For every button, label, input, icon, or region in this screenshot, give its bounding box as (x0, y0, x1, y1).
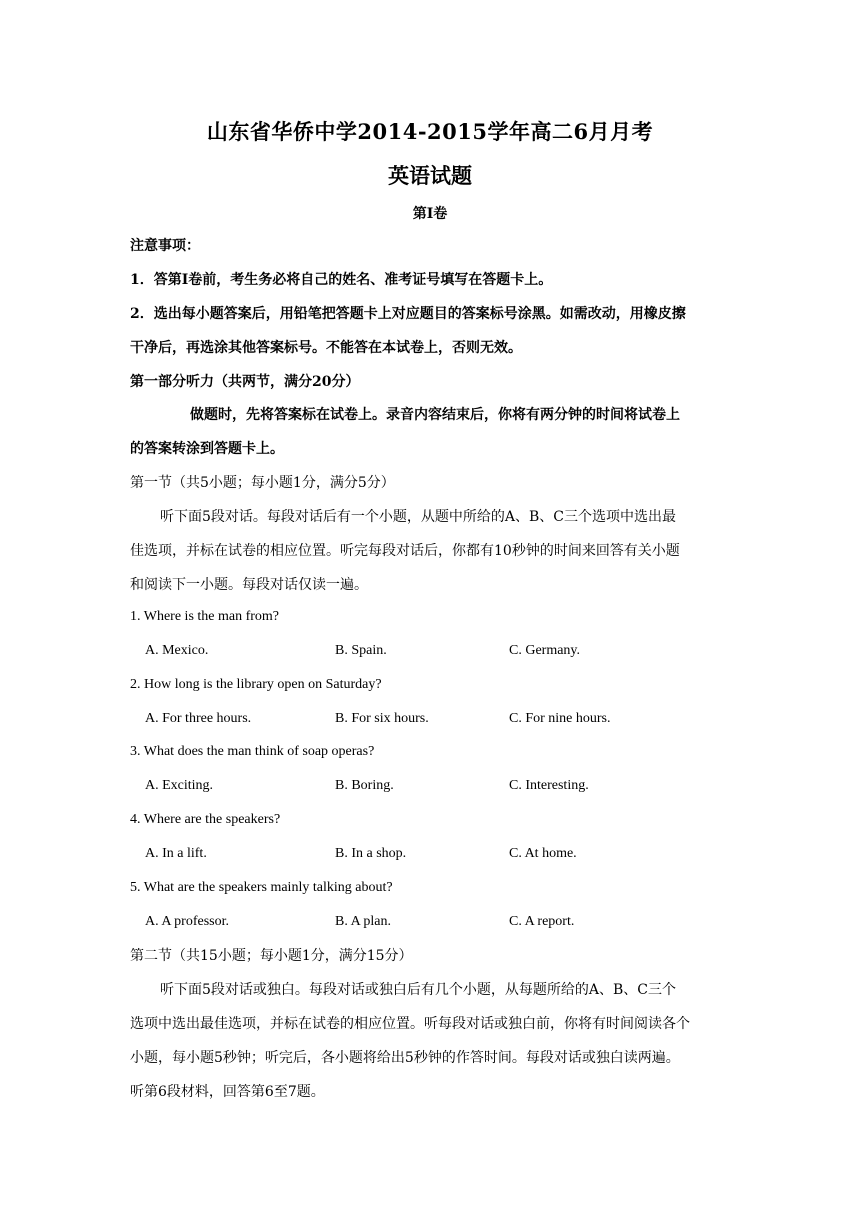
volume-label: 第I卷 (412, 206, 448, 222)
question-1-option-b: B. Spain. (335, 643, 387, 658)
exam-title: 山东省华侨中学2014-2015学年高二6月月考 (206, 119, 654, 144)
notice-heading: 注意事项： (130, 238, 200, 254)
part1-heading: 第一部分听力（共两节，满分20分） (130, 374, 360, 390)
section2-heading: 第二节（共15小题；每小题1分，满分15分） (130, 948, 413, 964)
section1-instruction-line-3: 和阅读下一小题。每段对话仅读一遍。 (130, 577, 368, 593)
question-1: 1. Where is the man from? (130, 609, 280, 624)
question-3-option-b: B. Boring. (335, 778, 394, 793)
notice-item-1: 1．答第I卷前，考生务必将自己的姓名、准考证号填写在答题卡上。 (130, 272, 553, 288)
section2-instruction-line-4: 听第6段材料，回答第6至7题。 (130, 1084, 325, 1100)
question-5-option-a: A. A professor. (145, 914, 229, 929)
section2-instruction-line-2: 选项中选出最佳选项，并标在试卷的相应位置。听每段对话或独白前，你将有时间阅读各个 (130, 1016, 690, 1032)
exam-subtitle: 英语试题 (388, 163, 472, 188)
section1-instruction-line-1: 听下面5段对话。每段对话后有一个小题，从题中所给的A、B、C三个选项中选出最 (160, 509, 677, 525)
part1-instruction-line-1: 做题时，先将答案标在试卷上。录音内容结束后，你将有两分钟的时间将试卷上 (190, 407, 680, 423)
section1-heading: 第一节（共5小题；每小题1分，满分5分） (130, 475, 395, 491)
question-2-option-b: B. For six hours. (335, 711, 429, 726)
question-1-option-a: A. Mexico. (145, 643, 209, 658)
question-5-option-b: B. A plan. (335, 914, 392, 929)
question-5: 5. What are the speakers mainly talking about? (130, 880, 393, 895)
question-3-option-c: C. Interesting. (509, 778, 589, 793)
question-5-option-c: C. A report. (509, 914, 575, 929)
question-3-option-a: A. Exciting. (145, 778, 214, 793)
question-2-option-c: C. For nine hours. (509, 711, 611, 726)
question-4: 4. Where are the speakers? (130, 812, 281, 827)
notice-item-2-line-2: 干净后，再选涂其他答案标号。不能答在本试卷上，否则无效。 (130, 340, 522, 356)
question-4-option-c: C. At home. (509, 846, 577, 861)
question-4-option-b: B. In a shop. (335, 846, 407, 861)
section1-instruction-line-2: 佳选项，并标在试卷的相应位置。听完每段对话后，你都有10秒钟的时间来回答有关小题 (130, 543, 680, 559)
question-2-option-a: A. For three hours. (145, 711, 252, 726)
notice-item-2-line-1: 2．选出每小题答案后，用铅笔把答题卡上对应题目的答案标号涂黑。如需改动，用橡皮擦 (130, 306, 686, 322)
question-2: 2. How long is the library open on Saturday? (130, 677, 382, 692)
part1-instruction-line-2: 的答案转涂到答题卡上。 (130, 441, 284, 457)
question-1-option-c: C. Germany. (509, 643, 581, 658)
section2-instruction-line-1: 听下面5段对话或独白。每段对话或独白后有几个小题，从每题所给的A、B、C三个 (160, 982, 677, 998)
section2-instruction-line-3: 小题，每小题5秒钟；听完后，各小题将给出5秒钟的作答时间。每段对话或独白读两遍。 (130, 1050, 680, 1066)
question-3: 3. What does the man think of soap operas? (130, 744, 375, 759)
question-4-option-a: A. In a lift. (145, 846, 207, 861)
